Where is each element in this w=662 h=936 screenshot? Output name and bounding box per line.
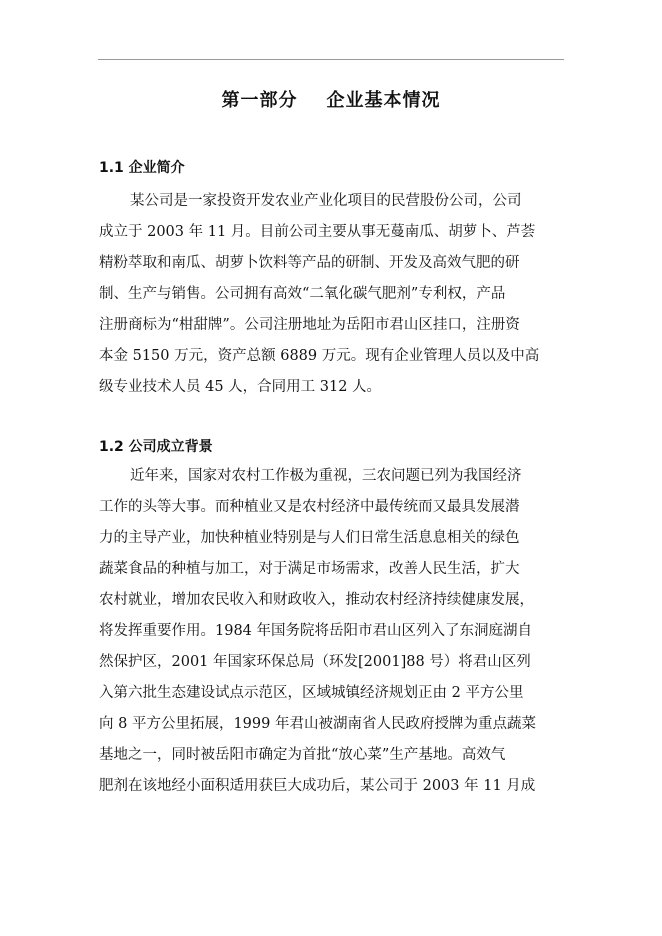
paragraph-line: 入第六批生态建设试点示范区，区域城镇经济规划正由 2 平方公里 [99,685,524,701]
paragraph-line: 近年来，国家对农村工作极为重视，三农问题已列为我国经济 [130,468,522,484]
paragraph-line: 本金 5150 万元，资产总额 6889 万元。现有企业管理人员以及中高 [99,348,540,364]
paragraph-line: 力的主导产业，加快种植业特别是与人们日常生活息息相关的绿色 [99,530,520,546]
paragraph-company-background [99,461,569,802]
paragraph-line: 然保护区，2001 年国家环保总局（环发[2001]88 号）将君山区列 [99,654,531,670]
paragraph-line: 将发挥重要作用。1984 年国务院将岳阳市君山区列入了东洞庭湖自 [99,623,533,639]
paragraph-line: 成立于 2003 年 11 月。目前公司主要从事无蔓南瓜、胡萝卜、芦荟 [99,224,536,240]
paragraph-company-profile [99,186,569,403]
paragraph-line: 级专业技术人员 45 人，合同用工 312 人。 [99,379,382,395]
paragraph-line: 工作的头等大事。而种植业又是农村经济中最传统而又最具发展潜 [99,499,520,515]
section-heading-1-1: 1.1 企业简介 [99,160,185,176]
header-rule [98,59,564,60]
paragraph-line: 蔬菜食品的种植与加工，对于满足市场需求，改善人民生活，扩大 [99,561,520,577]
paragraph-line: 注册商标为“柑甜牌”。公司注册地址为岳阳市君山区挂口，注册资 [99,317,520,333]
paragraph-line: 某公司是一家投资开发农业产业化项目的民营股份公司，公司 [130,193,522,209]
section-heading-1-2: 1.2 公司成立背景 [99,439,213,455]
paragraph-line: 制、生产与销售。公司拥有高效“二氧化碳气肥剂”专利权，产品 [99,286,506,302]
paragraph-line: 农村就业，增加农民收入和财政收入，推动农村经济持续健康发展， [99,592,534,608]
paragraph-line: 向 8 平方公里拓展，1999 年君山被湖南省人民政府授牌为重点蔬菜 [99,716,536,732]
page-title: 第一部分 企业基本情况 [221,90,441,111]
paragraph-line: 精粉萃取和南瓜、胡萝卜饮料等产品的研制、开发及高效气肥的研 [99,255,520,271]
paragraph-line: 基地之一，同时被岳阳市确定为首批“放心菜”生产基地。高效气 [99,747,506,763]
paragraph-line: 肥剂在该地经小面积适用获巨大成功后，某公司于 2003 年 11 月成 [99,778,536,794]
